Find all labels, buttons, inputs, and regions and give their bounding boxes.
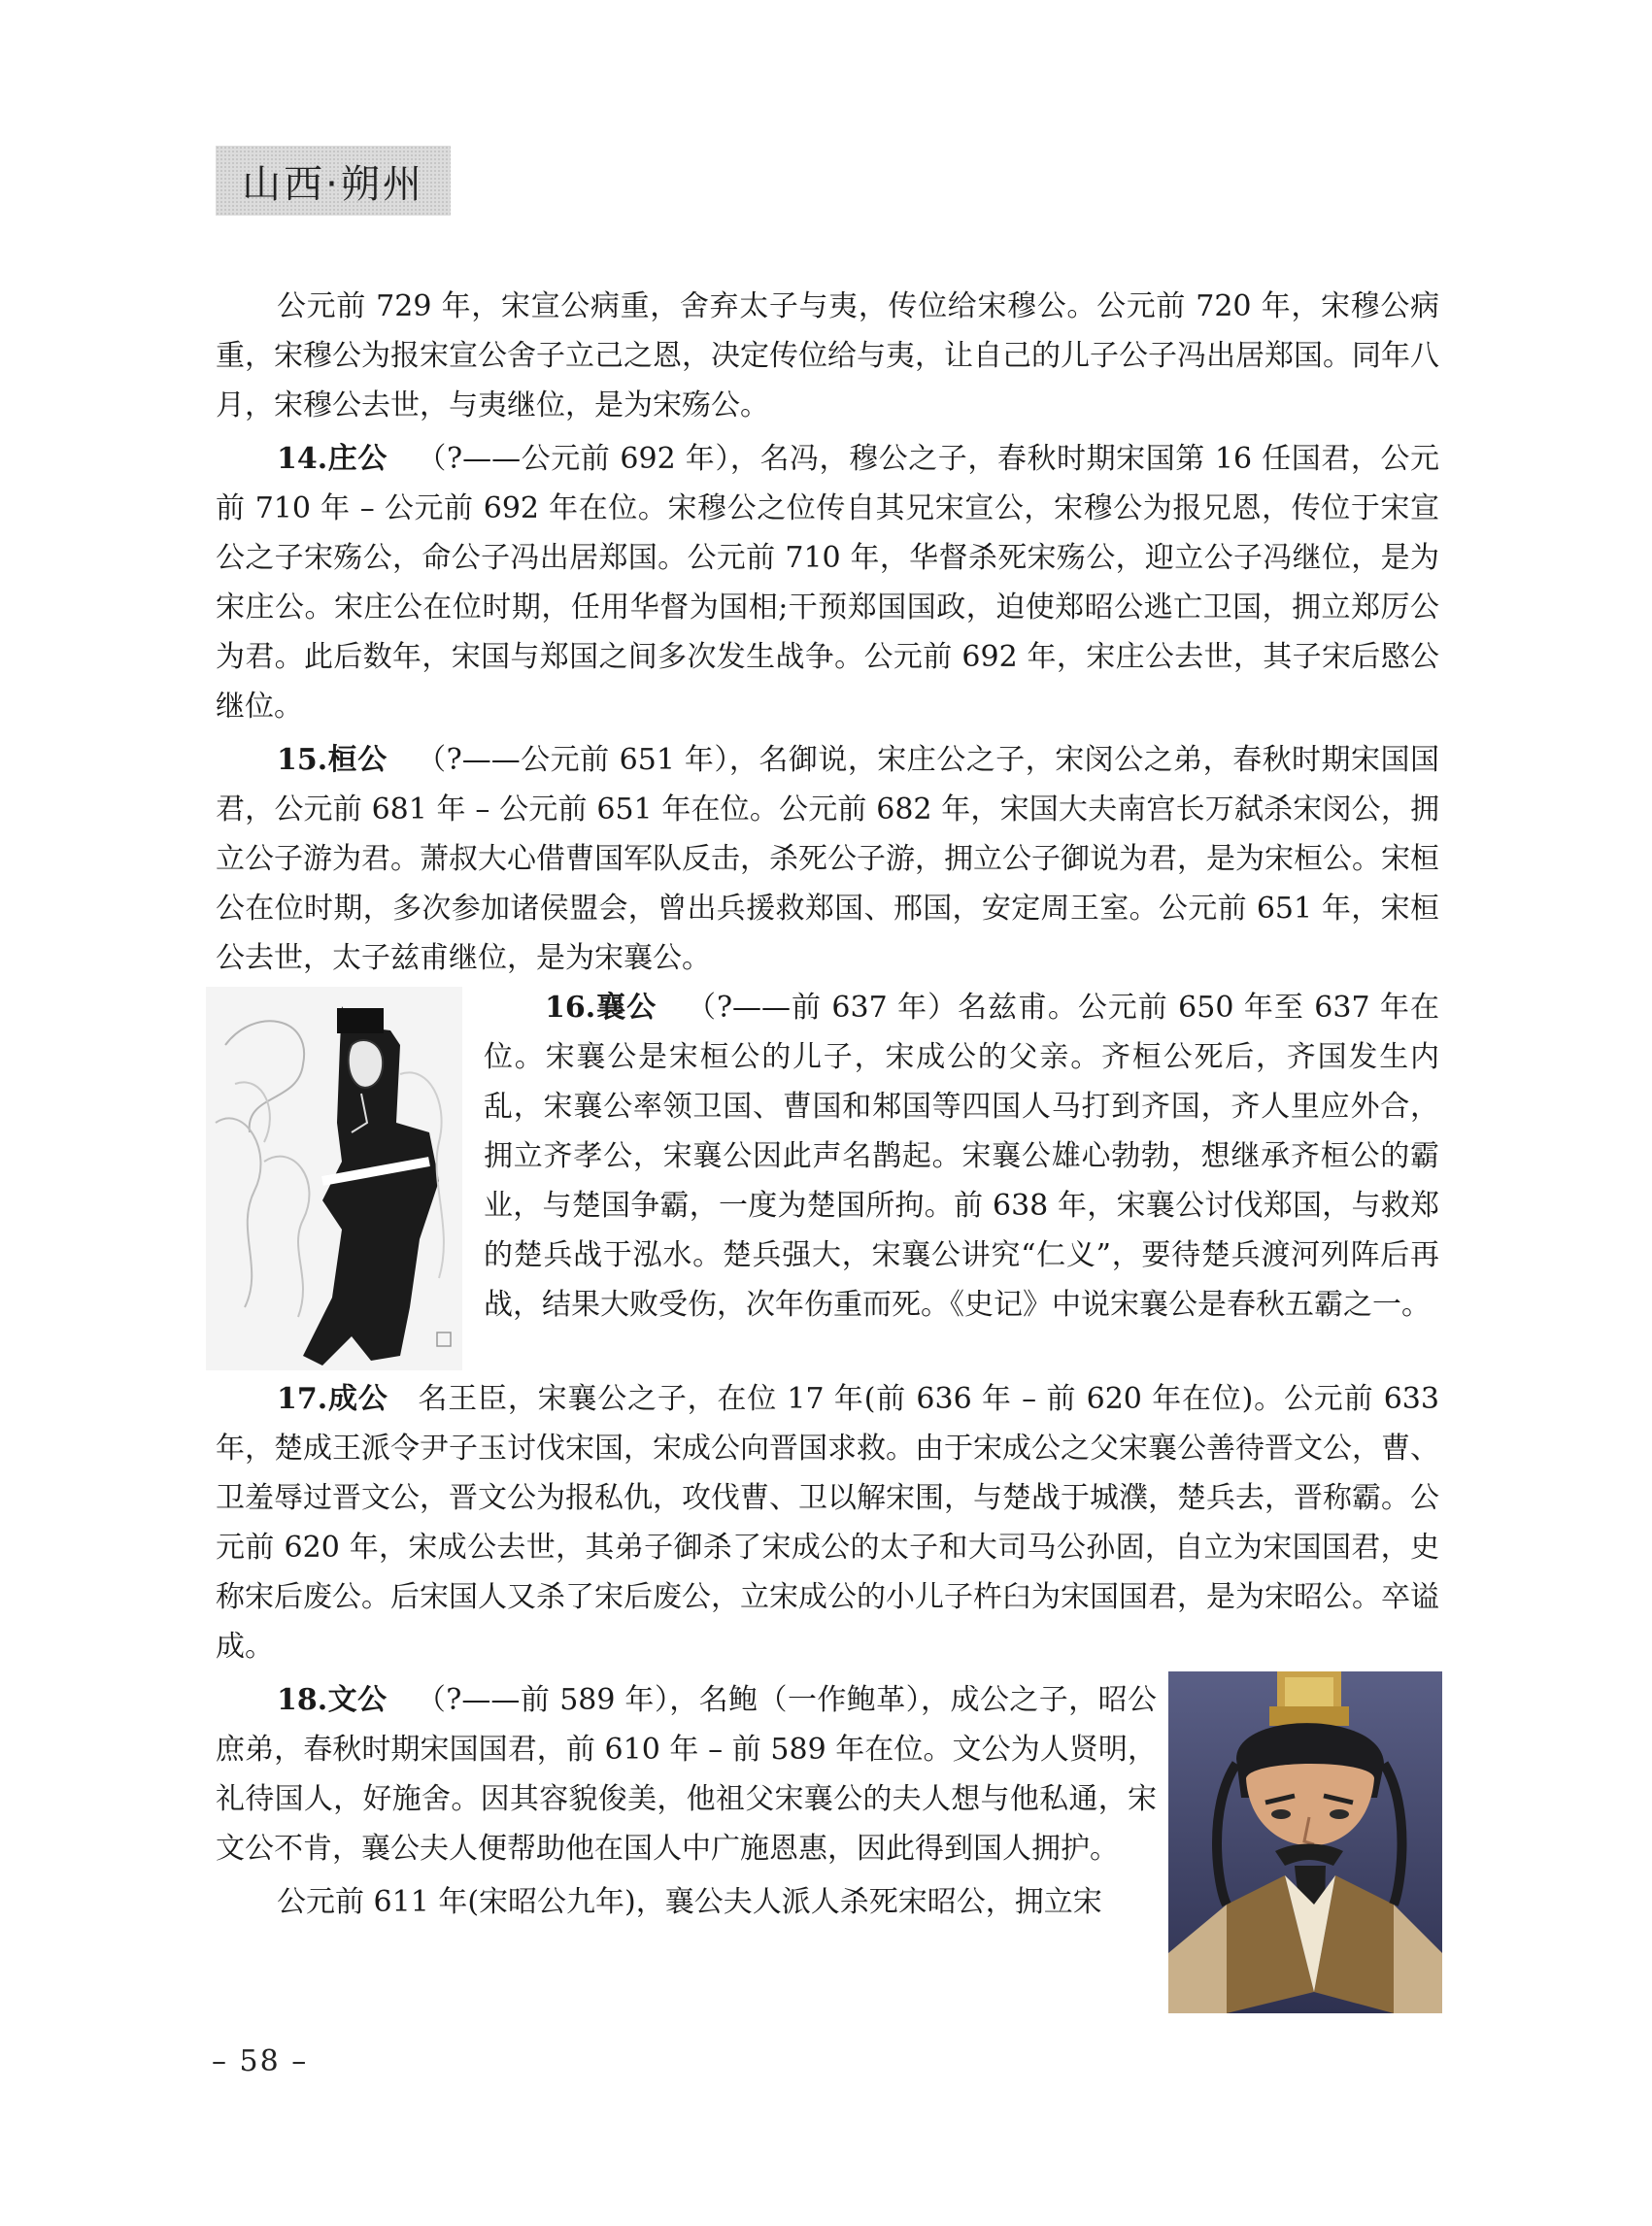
paragraph-text: （?——公元前 651 年），名御说，宋庄公之子，宋闵公之弟，春秋时期宋国国君，公元前 681 年 – 公元前 651 年在位。公元前 682 年，宋国大夫南宫长万弑杀宋闵公，拥立公子游为君。萧叔大心借曹国军队反击，杀死公子游，拥立公子御说为君，是为宋桓公。宋桓公在位时期，多次参加诸侯盟会，曾出兵援救郑国、邢国，安定周王室。公元前 651 年，宋桓公去世，太子兹甫继位，是为宋襄公。 bbox=[216, 743, 1439, 975]
xianggong-portrait-illustration bbox=[206, 987, 462, 1370]
wengong-portrait bbox=[1168, 1671, 1442, 2013]
wengong-portrait-illustration bbox=[1168, 1671, 1442, 2013]
entry-title-wengong: 18.文公 bbox=[277, 1683, 388, 1717]
page-number: – 58 – bbox=[212, 2044, 309, 2078]
paragraph-text: （?——前 637 年）名兹甫。公元前 650 年至 637 年在位。宋襄公是宋桓公的儿子，宋成公的父亲。齐桓公死后，齐国发生内乱，宋襄公率领卫国、曹国和邾国等四国人马打到齐国，齐人里应外合，拥立齐孝公，宋襄公因此声名鹊起。宋襄公雄心勃勃，想继承齐桓公的霸业，与楚国争霸，一度为楚国所拘。前 638 年，宋襄公讨伐郑国，与救郑的楚兵战于泓水。楚兵强大，宋襄公讲究“仁义”，要待楚兵渡河列阵后再战，结果大败受伤，次年伤重而死。《史记》中说宋襄公是春秋五霸之一。 bbox=[484, 991, 1439, 1322]
paragraph-huangong bbox=[216, 735, 1439, 983]
paragraph-text: 名王臣，宋襄公之子，在位 17 年(前 636 年 – 前 620 年在位)。公元前 633 年，楚成王派令尹子玉讨伐宋国，宋成公向晋国求救。由于宋成公之父宋襄公善待晋文公，曹、卫羞辱过晋文公，晋文公为报私仇，攻伐曹、卫以解宋围，与楚战于城濮，楚兵去，晋称霸。公元前 620 年，宋成公去世，其弟子御杀了宋成公的太子和大司马公孙固，自立为宋国国君，史称宋后废公。后宋国人又杀了宋后废公，立宋成公的小儿子杵臼为宋国国君，是为宋昭公。卒谥成。 bbox=[216, 1382, 1439, 1664]
paragraph-text: （?——公元前 692 年），名冯，穆公之子，春秋时期宋国第 16 任国君，公元前 710 年 – 公元前 692 年在位。宋穆公之位传自其兄宋宣公，宋穆公为报兄恩，传位于宋宣公之子宋殇公，命公子冯出居郑国。公元前 710 年，华督杀死宋殇公，迎立公子冯继位，是为宋庄公。宋庄公在位时期，任用华督为国相;干预郑国国政，迫使郑昭公逃亡卫国，拥立郑厉公为君。此后数年，宋国与郑国之间多次发生战争。公元前 692 年，宋庄公去世，其子宋后愍公继位。 bbox=[216, 442, 1439, 724]
paragraph-text: 公元前 611 年(宋昭公九年)，襄公夫人派人杀死宋昭公，拥立宋 bbox=[277, 1885, 1102, 1919]
entry-title-xianggong: 16.襄公 bbox=[545, 991, 657, 1025]
paragraph-intro bbox=[216, 282, 1439, 430]
section-header-tag: 山西·朔州 bbox=[216, 146, 451, 216]
entry-title-huangong: 15.桓公 bbox=[277, 743, 388, 777]
paragraph-chenggong bbox=[216, 1374, 1439, 1671]
paragraph-text: （?——前 589 年），名鲍（一作鲍革），成公之子，昭公庶弟，春秋时期宋国国君，前 610 年 – 前 589 年在位。文公为人贤明，礼待国人，好施舍。因其容貌俊美，他祖父宋襄公的夫人想与他私通，宋文公不肯，襄公夫人便帮助他在国人中广施恩惠，因此得到国人拥护。 bbox=[216, 1683, 1157, 1866]
xianggong-portrait bbox=[206, 987, 462, 1370]
body-text bbox=[216, 282, 1439, 2013]
entry-title-zhuanggong: 14.庄公 bbox=[277, 442, 388, 476]
entry-title-chenggong: 17.成公 bbox=[277, 1382, 388, 1416]
paragraph-zhuanggong bbox=[216, 434, 1439, 731]
paragraph-text: 公元前 729 年，宋宣公病重，舍弃太子与夷，传位给宋穆公。公元前 720 年，宋穆公病重，宋穆公为报宋宣公舍子立己之恩，决定传位给与夷，让自己的儿子公子冯出居郑国。同年八月，宋穆公去世，与夷继位，是为宋殇公。 bbox=[216, 289, 1439, 422]
